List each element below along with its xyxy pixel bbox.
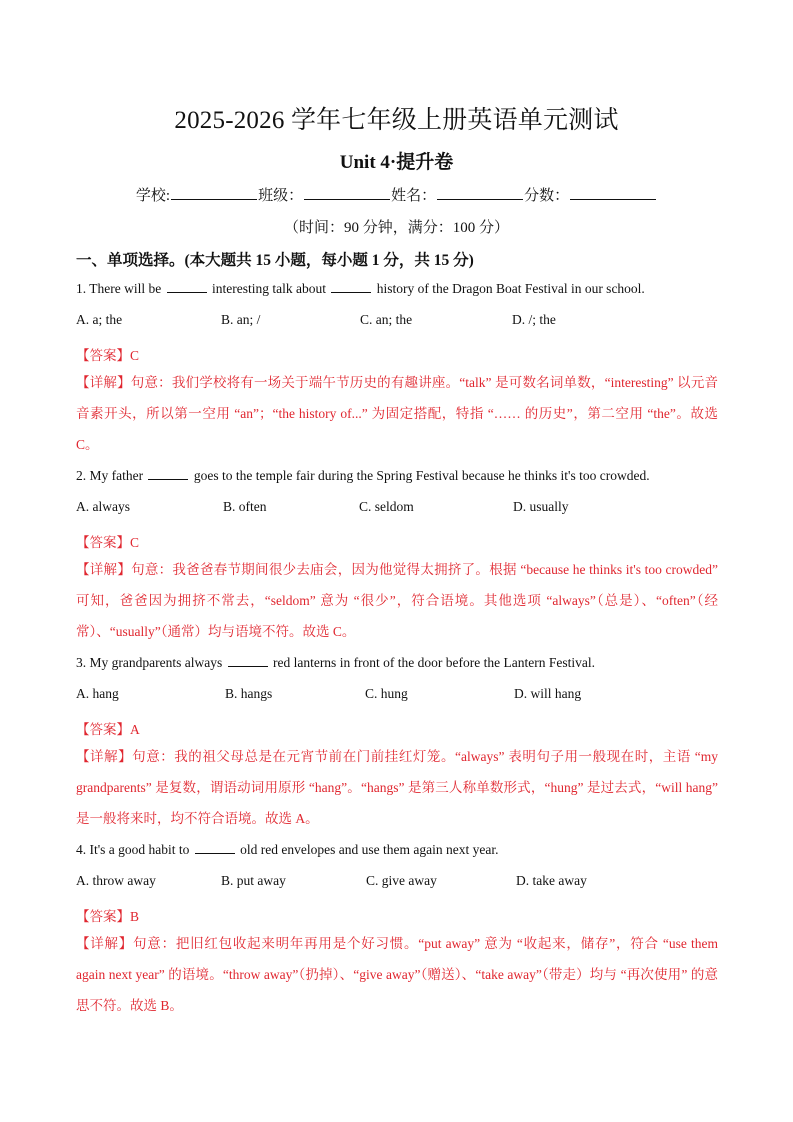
school-label: 学校: <box>135 188 171 204</box>
answer-blank <box>148 468 188 480</box>
explain-label: 【详解】 <box>76 562 132 577</box>
stem-text: interesting talk about <box>208 281 330 296</box>
question-4-explanation <box>76 928 718 1021</box>
option-d: D. /; the <box>512 312 556 327</box>
stem-text: goes to the temple fair during the Spring Festival because he thinks it's too crowded. <box>190 468 650 483</box>
class-label: 班级： <box>258 188 304 204</box>
question-3-stem <box>76 655 595 671</box>
explain-text: 句意：把旧红包收起来明年再用是个好习惯。“put away” 意为 “收起来，储存”，符合 “use them again next year” 的语境。“throw away”（扔掉）、“give away”（赠送）、“take away”（带走）均与 “再次使用” 的意思不符。故选 B。 <box>76 936 718 1013</box>
school-field[interactable] <box>171 185 257 200</box>
option-d: D. usually <box>513 499 569 514</box>
answer-blank <box>331 281 371 293</box>
explain-text: 句意：我爸爸春节期间很少去庙会，因为他觉得太拥挤了。根据 “because he thinks it's too crowded” 可知，爸爸因为拥挤不常去，“seldom” 意为 “很少”，符合语境。其他选项 “always”（总是）、“often”（经常）、“usually”（通常）均与语境不符。故选 C。 <box>76 562 718 639</box>
answer-label: 【答案】 <box>76 535 130 550</box>
option-c: C. an; the <box>360 312 413 327</box>
answer-value: B <box>130 909 140 924</box>
section-heading: 一、单项选择。(本大题共 15 小题，每小题 1 分，共 15 分) <box>76 252 474 269</box>
option-a: A. always <box>76 499 130 514</box>
explain-text: 句意：我们学校将有一场关于端午节历史的有趣讲座。“talk” 是可数名词单数，“interesting” 以元音音素开头，所以第一空用 “an”；“the history of...” 为固定搭配，特指 “…… 的历史”，第二空用 “the”。故选 C。 <box>76 375 719 452</box>
name-field[interactable] <box>437 185 523 200</box>
option-c: C. give away <box>366 873 437 888</box>
question-1-answer <box>76 344 139 364</box>
option-b: B. an; / <box>221 312 261 327</box>
answer-value: C <box>130 348 140 363</box>
question-4-stem <box>76 842 498 858</box>
question-3-explanation <box>76 741 718 834</box>
question-4-answer <box>76 905 139 925</box>
explain-text: 句意：我的祖父母总是在元宵节前在门前挂红灯笼。“always” 表明句子用一般现在时，主语 “my grandparents” 是复数，谓语动词用原形 “hang”。“hangs” 是第三人称单数形式，“hung” 是过去式，“will hang” 是一般将来时，均不符合语境。故选 A。 <box>76 749 719 826</box>
stem-text: 4. It's a good habit to <box>76 842 193 857</box>
option-c: C. seldom <box>359 499 414 514</box>
explain-label: 【详解】 <box>76 936 134 951</box>
score-field[interactable] <box>570 185 656 200</box>
class-field[interactable] <box>304 185 390 200</box>
question-1-options <box>0 312 793 332</box>
stem-text: 2. My father <box>76 468 147 483</box>
question-1-stem <box>76 281 645 297</box>
explain-label: 【详解】 <box>76 375 131 390</box>
time-info: （时间：90 分钟，满分：100 分） <box>283 220 509 236</box>
option-a: A. throw away <box>76 873 156 888</box>
score-label: 分数： <box>524 188 570 204</box>
question-1-explanation <box>76 367 718 460</box>
answer-label: 【答案】 <box>76 348 130 363</box>
answer-value: C <box>130 535 140 550</box>
exam-title: 2025-2026 学年七年级上册英语单元测试 <box>174 107 619 134</box>
student-info-row <box>0 184 793 205</box>
option-b: B. put away <box>221 873 286 888</box>
question-3-options <box>0 686 793 706</box>
question-2-explanation <box>76 554 718 647</box>
answer-value: A <box>130 722 140 737</box>
stem-text: history of the Dragon Boat Festival in our school. <box>373 281 645 296</box>
answer-blank <box>228 655 268 667</box>
option-b: B. often <box>223 499 267 514</box>
exam-subtitle: Unit 4·提升卷 <box>339 152 454 173</box>
question-3-answer <box>76 718 140 738</box>
option-a: A. a; the <box>76 312 123 327</box>
stem-text: old red envelopes and use them again next year. <box>236 842 499 857</box>
question-2-answer <box>76 531 139 551</box>
answer-blank <box>167 281 207 293</box>
answer-label: 【答案】 <box>76 722 130 737</box>
stem-text: 3. My grandparents always <box>76 655 226 670</box>
option-a: A. hang <box>76 686 119 701</box>
question-4-options <box>0 873 793 893</box>
question-2-stem <box>76 468 650 484</box>
question-2-options <box>0 499 793 519</box>
option-c: C. hung <box>365 686 408 701</box>
option-d: D. will hang <box>514 686 582 701</box>
stem-text: 1. There will be <box>76 281 165 296</box>
explain-label: 【详解】 <box>76 749 133 764</box>
name-label: 姓名： <box>391 188 437 204</box>
option-d: D. take away <box>516 873 587 888</box>
option-b: B. hangs <box>225 686 273 701</box>
answer-blank <box>195 842 235 854</box>
stem-text: red lanterns in front of the door before the Lantern Festival. <box>269 655 595 670</box>
answer-label: 【答案】 <box>76 909 130 924</box>
